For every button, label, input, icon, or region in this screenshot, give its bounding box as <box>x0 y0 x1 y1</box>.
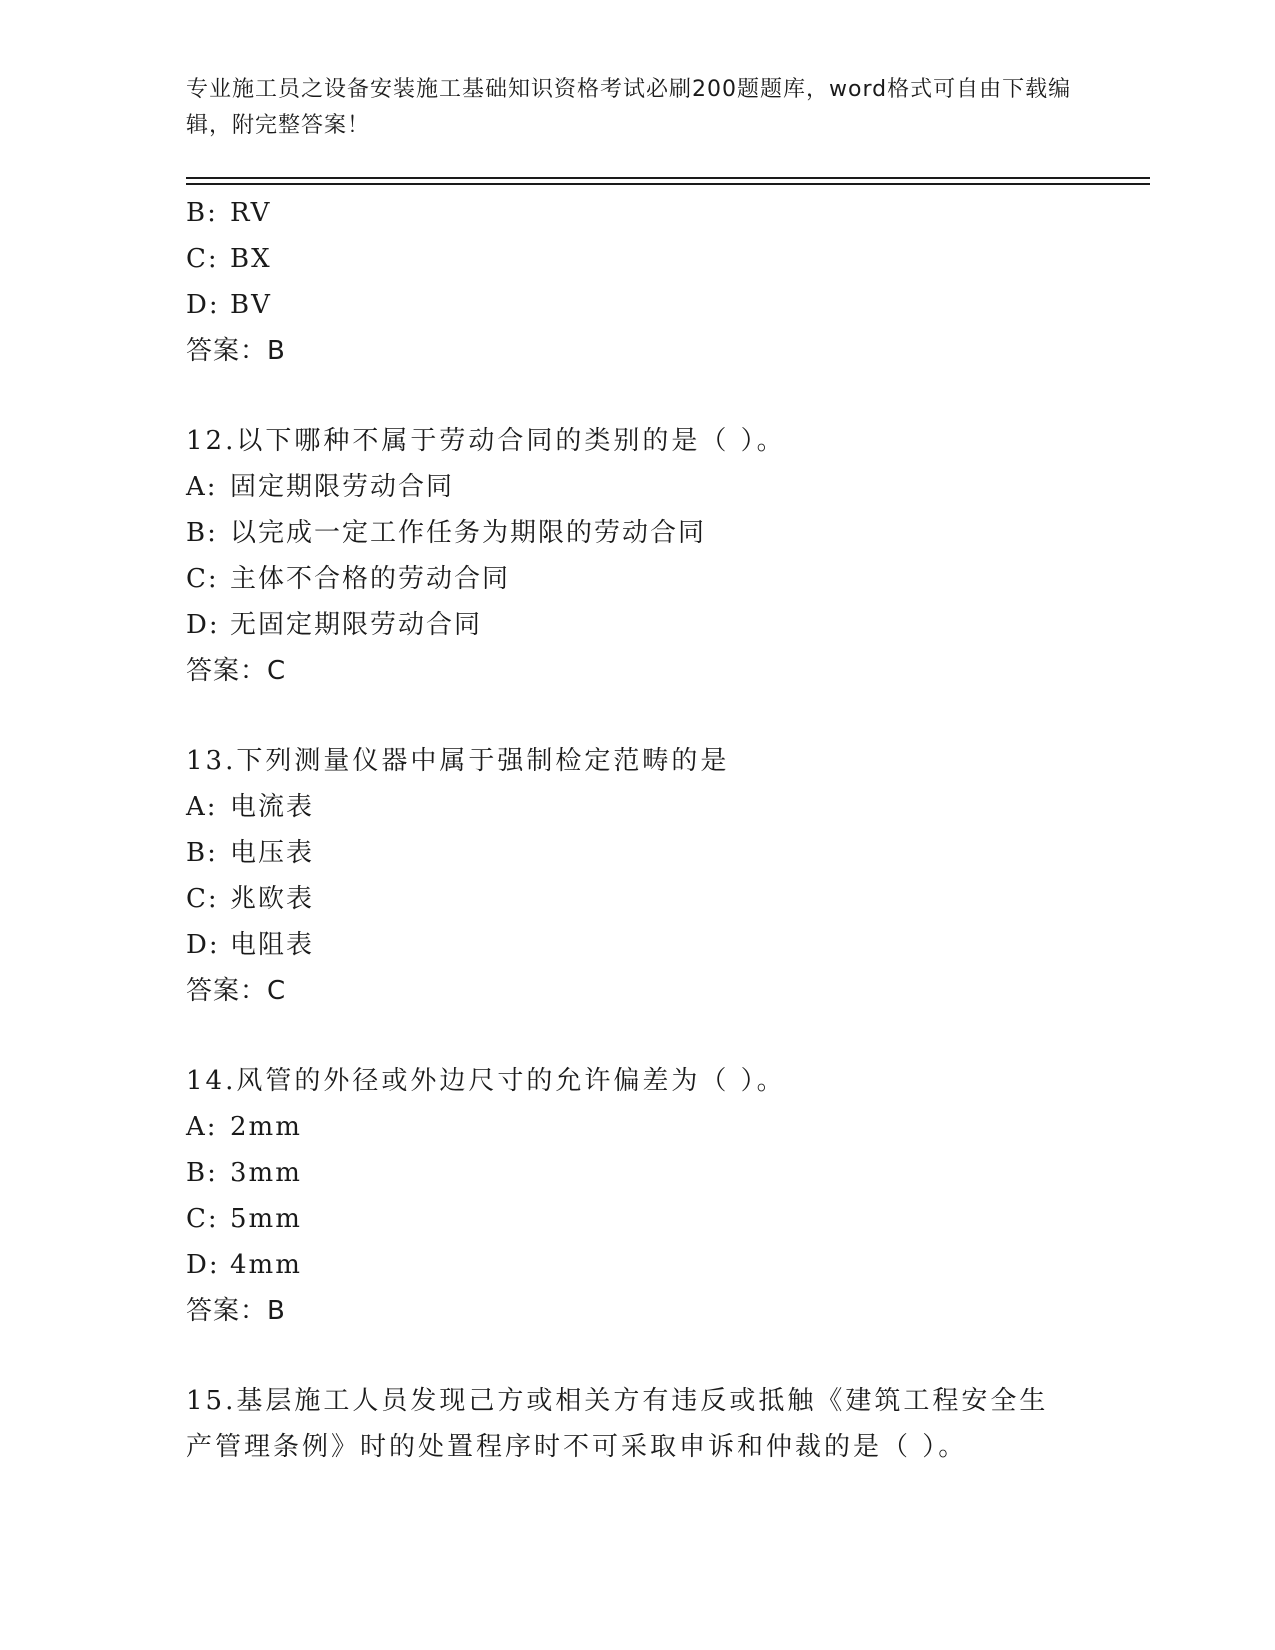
answer-line: 答案：B <box>186 1296 286 1326</box>
header-rule-top <box>186 177 1150 179</box>
question-13 <box>186 738 1086 1014</box>
question-14 <box>186 1058 1086 1334</box>
question-12 <box>186 418 1086 694</box>
header-rule-bottom <box>186 183 1150 185</box>
question-11-tail <box>186 190 1086 374</box>
answer-line: 答案：B <box>186 336 286 366</box>
option-d: D: 4mm <box>186 1250 302 1280</box>
option-a: A: 固定期限劳动合同 <box>186 472 455 502</box>
answer-line: 答案：C <box>186 656 287 686</box>
option-c: C: 兆欧表 <box>186 884 315 914</box>
option-b: B: 电压表 <box>186 838 315 868</box>
option-a: A: 电流表 <box>186 792 315 822</box>
question-stem: 13.下列测量仪器中属于强制检定范畴的是 <box>186 746 730 776</box>
option-c: C: 主体不合格的劳动合同 <box>186 564 511 594</box>
question-stem: 15.基层施工人员发现己方或相关方有违反或抵触《建筑工程安全生产管理条例》时的处置程序时不可采取申诉和仲裁的是（ ）。 <box>186 1386 1049 1462</box>
option-d: D: BV <box>186 290 272 320</box>
option-a: A: 2mm <box>186 1112 302 1142</box>
answer-line: 答案：C <box>186 976 287 1006</box>
option-b: B: 3mm <box>186 1158 302 1188</box>
option-b: B: 以完成一定工作任务为期限的劳动合同 <box>186 518 707 548</box>
question-stem: 14.风管的外径或外边尺寸的允许偏差为（ ）。 <box>186 1066 786 1096</box>
option-c: C: BX <box>186 244 272 274</box>
option-c: C: 5mm <box>186 1204 302 1234</box>
option-b: B: RV <box>186 198 272 228</box>
question-stem: 12.以下哪种不属于劳动合同的类别的是（ ）。 <box>186 426 786 456</box>
option-d: D: 电阻表 <box>186 930 315 960</box>
question-15 <box>186 1378 1086 1470</box>
option-d: D: 无固定期限劳动合同 <box>186 610 483 640</box>
document-body <box>186 190 1086 1470</box>
document-header: 专业施工员之设备安装施工基础知识资格考试必刷200题题库，word格式可自由下载编辑，附完整答案！ <box>186 77 1072 138</box>
